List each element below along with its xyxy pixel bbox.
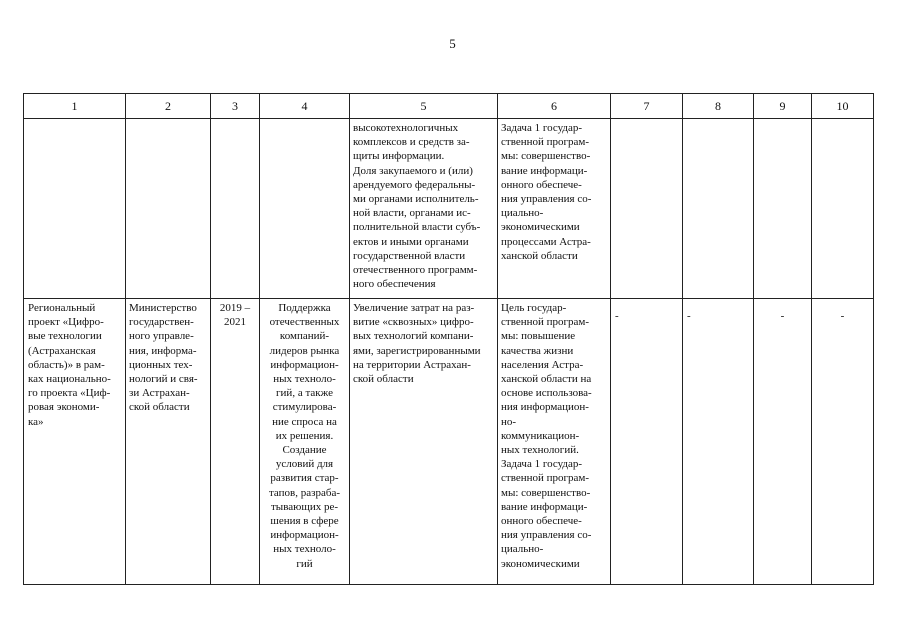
cell-text-line: ственной програм- <box>501 316 590 329</box>
table-cell <box>812 119 874 299</box>
cell-text-line: но- <box>501 415 517 428</box>
cell-value: - <box>615 310 619 322</box>
cell-value: - <box>840 310 845 322</box>
cell-text-line: витие «сквозных» цифро- <box>353 316 474 329</box>
cell-text-line: государствен- <box>129 316 194 329</box>
cell-text-line: стимулирова- <box>272 401 337 414</box>
cell-text-line: мы: совершенство- <box>501 150 591 163</box>
table-cell <box>611 119 683 299</box>
cell-text-line: экономическими <box>501 557 580 570</box>
cell-text-line: Создание <box>282 444 327 457</box>
cell-text-line: процессами Астра- <box>501 235 591 248</box>
table-cell <box>683 299 754 585</box>
cell-text-line: онного обеспече- <box>501 515 582 528</box>
cell-text-line: Министерство <box>129 302 197 314</box>
cell-text-line: ках национально- <box>28 373 111 386</box>
cell-text-line: качества жизни <box>501 344 574 357</box>
cell-text-line: 2021 <box>224 316 246 329</box>
cell-text-line: циально- <box>501 207 544 220</box>
column-header: 3 <box>211 94 260 119</box>
column-header: 5 <box>350 94 498 119</box>
cell-text-line: ного обеспечения <box>353 278 436 291</box>
cell-value <box>754 119 811 129</box>
cell-text-line: ка» <box>28 415 44 428</box>
table-cell <box>211 299 260 585</box>
cell-text-line: вые технологии <box>28 330 102 343</box>
cell-text-line: циально- <box>501 543 544 556</box>
cell-text-line: щиты информации. <box>353 150 445 163</box>
table-cell <box>498 119 611 299</box>
cell-text-line: гий, а также <box>276 387 333 400</box>
cell-text-line: ской области <box>353 373 414 386</box>
data-table <box>23 93 874 585</box>
cell-text-line: коммуникацион- <box>501 429 580 442</box>
cell-text-line: ектов и иными органами <box>353 235 469 248</box>
table-cell <box>126 299 211 585</box>
table-cell <box>24 299 126 585</box>
cell-text-line: информацион- <box>270 529 339 542</box>
cell-text-line: ями, зарегистрированными <box>353 344 481 357</box>
cell-text-line: ханской области <box>501 249 578 262</box>
cell-text-line: мы: повышение <box>501 330 576 343</box>
cell-text-line: ных техноло- <box>273 373 336 386</box>
column-header: 8 <box>683 94 754 119</box>
cell-text-line: их решения. <box>275 429 334 442</box>
cell-text-line: ния управления со- <box>501 529 592 542</box>
cell-text-line: гий <box>296 557 313 570</box>
cell-text-line: ской области <box>129 401 190 414</box>
table-cell <box>754 119 812 299</box>
table-cell <box>350 119 498 299</box>
cell-text-line: экономическими <box>501 221 580 234</box>
cell-text-line: нологий и свя- <box>129 373 198 386</box>
cell-text-line: информацион- <box>270 358 339 371</box>
cell-text-line: населения Астра- <box>501 358 584 371</box>
cell-text-line: тывающих ре- <box>271 500 338 513</box>
table-cell <box>260 119 350 299</box>
cell-text-line: Доля закупаемого и (или) <box>353 164 473 177</box>
table-cell <box>211 119 260 299</box>
table-cell <box>24 119 126 299</box>
cell-text-line: область)» в рам- <box>28 358 105 371</box>
cell-text-line: условий для <box>275 458 334 471</box>
cell-text-line: развития стар- <box>270 472 339 485</box>
cell-text-line: онного обеспече- <box>501 178 582 191</box>
table-row <box>24 119 874 299</box>
column-header: 2 <box>126 94 211 119</box>
cell-text-line: ханской области на <box>501 373 592 386</box>
column-header: 10 <box>812 94 874 119</box>
cell-text-line: компаний- <box>279 330 330 343</box>
cell-text-line: ственной програм- <box>501 136 590 149</box>
table-cell <box>260 299 350 585</box>
cell-text-line: ного управле- <box>129 330 194 343</box>
cell-text-line: (Астраханская <box>28 344 96 357</box>
table-cell <box>126 119 211 299</box>
table-cell <box>812 299 874 585</box>
cell-text-line: арендуемого федеральны- <box>353 178 476 191</box>
cell-text-line: 2019 – <box>219 302 251 314</box>
cell-text-line: ровая экономи- <box>28 401 100 414</box>
cell-text-line: Увеличение затрат на раз- <box>353 302 475 314</box>
cell-value: - <box>687 310 691 322</box>
cell-text-line: на территории Астрахан- <box>353 358 471 371</box>
cell-text-line: отечественного программ- <box>353 264 478 277</box>
cell-text-line: мы: совершенство- <box>501 486 591 499</box>
column-header: 4 <box>260 94 350 119</box>
cell-text-line: ние спроса на <box>272 415 337 428</box>
table-cell <box>350 299 498 585</box>
table-header-row <box>24 94 874 119</box>
cell-value <box>611 119 682 129</box>
cell-text-line: ния информацион- <box>501 401 589 414</box>
cell-text-line: ной власти, органами ис- <box>353 207 471 220</box>
table-cell <box>754 299 812 585</box>
cell-text-line: Цель государ- <box>501 302 567 314</box>
cell-text-line: комплексов и средств за- <box>353 136 470 149</box>
cell-text-line: ми органами исполнитель- <box>353 193 479 206</box>
cell-text-line: зи Астрахан- <box>129 387 190 400</box>
table-cell <box>683 119 754 299</box>
cell-text-line: вых технологий компани- <box>353 330 474 343</box>
cell-text-line: ния, информа- <box>129 344 197 357</box>
cell-text-line: го проекта «Циф- <box>28 387 111 400</box>
cell-text-line: государственной власти <box>353 249 466 262</box>
cell-text-line: Поддержка <box>278 302 331 314</box>
table-cell <box>498 299 611 585</box>
cell-text-line: вание информаци- <box>501 164 588 177</box>
cell-text-line: вание информаци- <box>501 500 588 513</box>
cell-text-line: Региональный <box>28 302 96 314</box>
cell-text-line: ционных тех- <box>129 358 193 371</box>
cell-value <box>812 119 873 129</box>
cell-text-line: ственной програм- <box>501 472 590 485</box>
cell-text-line: тапов, разраба- <box>268 486 340 499</box>
cell-text-line: полнительной власти субъ- <box>353 221 481 234</box>
cell-value <box>683 119 753 129</box>
cell-text-line: ных технологий. <box>501 444 579 457</box>
page-number: 5 <box>449 36 456 51</box>
cell-text-line: ния управления со- <box>501 193 592 206</box>
column-header: 9 <box>754 94 812 119</box>
cell-text-line: Задача 1 государ- <box>501 122 583 134</box>
table-row <box>24 299 874 585</box>
column-header: 6 <box>498 94 611 119</box>
cell-text-line: лидеров рынка <box>269 344 340 357</box>
cell-text-line: высокотехнологичных <box>353 122 459 134</box>
column-header: 1 <box>24 94 126 119</box>
cell-text-line: основе использова- <box>501 387 592 400</box>
cell-text-line: проект «Цифро- <box>28 316 104 329</box>
column-header: 7 <box>611 94 683 119</box>
cell-text-line: ных техноло- <box>273 543 336 556</box>
table-cell <box>611 299 683 585</box>
cell-text-line: Задача 1 государ- <box>501 458 583 471</box>
cell-text-line: шения в сфере <box>270 515 339 528</box>
cell-value: - <box>780 310 785 322</box>
cell-text-line: отечественных <box>269 316 340 329</box>
